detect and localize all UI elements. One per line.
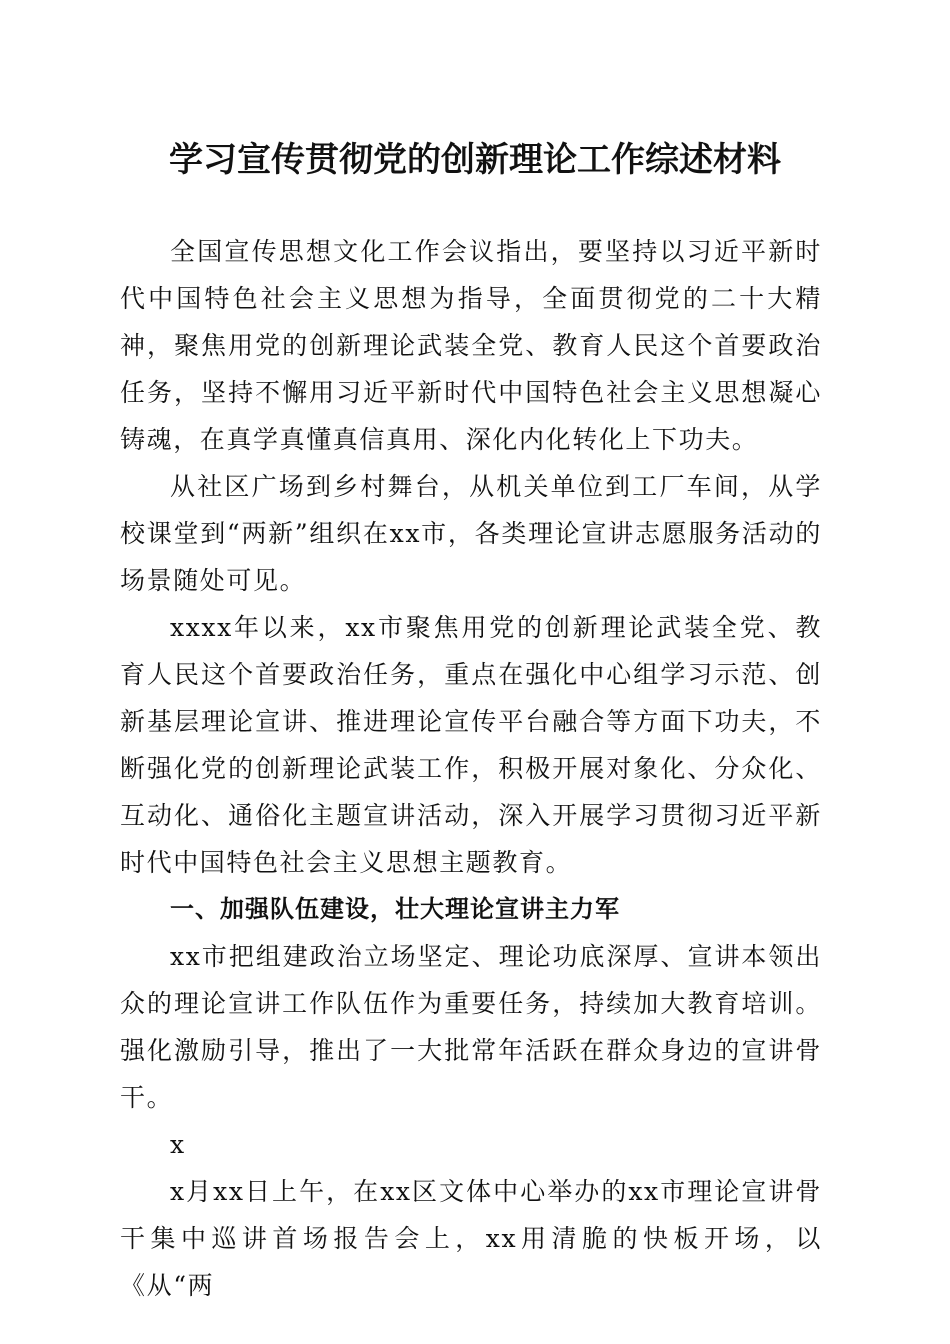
paragraph-overview: xxxx年以来，xx市聚焦用党的创新理论武装全党、教育人民这个首要政治任务，重点在强化中心组学习示范、创新基层理论宣讲、推进理论宣传平台融合等方面下功夫，不断强化党的创新理论武装工作，积极开展对象化、分众化、互动化、通俗化主题宣讲活动，深入开展学习贯彻习近平新时代中国特色社会主义思想主题教育。 <box>120 613 822 877</box>
document-title: 学习宣传贯彻党的创新理论工作综述材料 <box>169 140 781 180</box>
paragraph-placeholder: x <box>170 1130 186 1159</box>
paragraph-team: xx市把组建政治立场坚定、理论功底深厚、宣讲本领出众的理论宣讲工作队伍作为重要任务，持续加大教育培训。强化激励引导，推出了一大批常年活跃在群众身边的宣讲骨干。 <box>120 942 822 1112</box>
paragraph-intro: 全国宣传思想文化工作会议指出，要坚持以习近平新时代中国特色社会主义思想为指导，全面贯彻党的二十大精神，聚焦用党的创新理论武装全党、教育人民这个首要政治任务，坚持不懈用习近平新时代中国特色社会主义思想凝心铸魂，在真学真懂真信真用、深化内化转化上下功夫。 <box>120 237 822 454</box>
paragraph-event: x月xx日上午，在xx区文体中心举办的xx市理论宣讲骨干集中巡讲首场报告会上，xx用清脆的快板开场，以《从“两 <box>120 1177 822 1300</box>
document-body <box>120 228 822 1309</box>
section-heading-1: 一、加强队伍建设，壮大理论宣讲主力军 <box>170 895 620 923</box>
paragraph-scenes: 从社区广场到乡村舞台，从机关单位到工厂车间，从学校课堂到“两新”组织在xx市，各类理论宣讲志愿服务活动的场景随处可见。 <box>120 472 822 595</box>
